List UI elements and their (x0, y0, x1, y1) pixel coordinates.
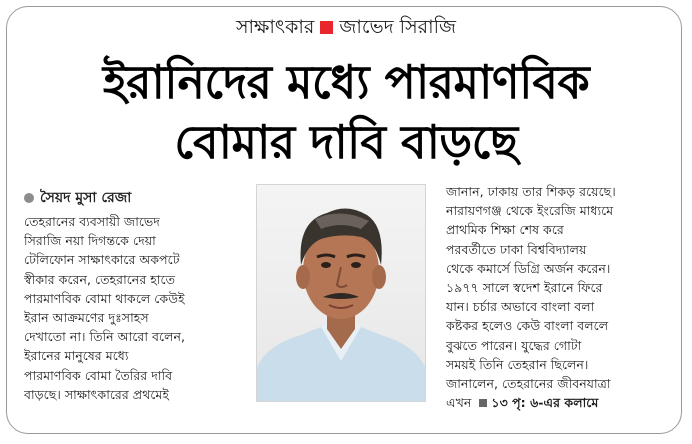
portrait-figure (257, 185, 425, 401)
body-line: সিরাজি নয়া দিগন্তকে দেয়া (24, 233, 156, 249)
body-line: বুঝতে পারেন। যুদ্ধের গোটা (446, 337, 582, 353)
body-line: ১৯৭৭ সালে স্বদেশ ইরানে ফিরে (446, 280, 603, 296)
left-column (24, 212, 248, 404)
body-line: জানান, ঢাকায় তার শিকড় রয়েছে। (446, 184, 616, 199)
red-square-icon (320, 21, 333, 34)
body-line: যান। চর্চার অভাবে বাংলা বলা (446, 299, 595, 315)
bullet-icon (24, 193, 34, 203)
body-line: ইরানের মানুষের মধ্যে (24, 348, 129, 364)
headline-line-1: ইরানিদের মধ্যে পারমাণবিক (102, 55, 590, 109)
body-line: টেলিফোন সাক্ষাৎকারে অকপটে (24, 252, 180, 268)
continuation-line (446, 393, 668, 412)
body-line: তেহরানের ব্যবসায়ী জাভেদ (24, 214, 160, 229)
byline (24, 186, 131, 210)
body-line: জানালেন, তেহরানের জীবনযাত্রা (446, 376, 611, 392)
body-line-end: এখন (446, 395, 472, 411)
kicker-name: জাভেদ সিরাজি (339, 16, 457, 38)
headline-line-2: বোমার দাবি বাড়ছে (174, 115, 518, 169)
body-line: দেখাতো না। তিনি আরো বলেন, (24, 329, 185, 345)
body-line: ইরান আক্রমণের দুঃসাহস (24, 310, 149, 326)
body-line: পারমাণবিক বোমা তৈরির দাবি (24, 367, 173, 383)
body-line: স্বীকার করেন, তেহরানের হাতে (24, 271, 176, 287)
continued-note (475, 395, 598, 410)
body-line: প্রাথমিক শিক্ষা শেষ করে (446, 222, 564, 238)
body-line: কষ্টকর হলেও কেউ বাংলা বললে (446, 318, 609, 334)
continued-label: ১৩ পৃ: ৬-এর কলামে (491, 395, 599, 411)
body-line: পরবর্তীতে ঢাকা বিশ্ববিদ্যালয় (446, 241, 587, 257)
body-line: সময়ই তিনি তেহরান ছিলেন। (446, 356, 589, 372)
small-square-icon (479, 399, 487, 407)
right-column (446, 182, 668, 412)
body-line: পারমাণবিক বোমা থাকলে কেউই (24, 290, 185, 306)
body-line: থেকে কমার্সে ডিগ্রি অর্জন করেন। (446, 260, 611, 276)
portrait-photo (256, 184, 426, 402)
body-line: নারায়ণগঞ্জ থেকে ইংরেজি মাধ্যমে (446, 203, 614, 219)
kicker (0, 14, 692, 40)
body-line: বাড়ছে। সাক্ষাৎকারের প্রথমেই (24, 386, 169, 402)
kicker-label: সাক্ষাৎকার (235, 16, 315, 38)
byline-author: সৈয়দ মুসা রেজা (40, 190, 132, 206)
